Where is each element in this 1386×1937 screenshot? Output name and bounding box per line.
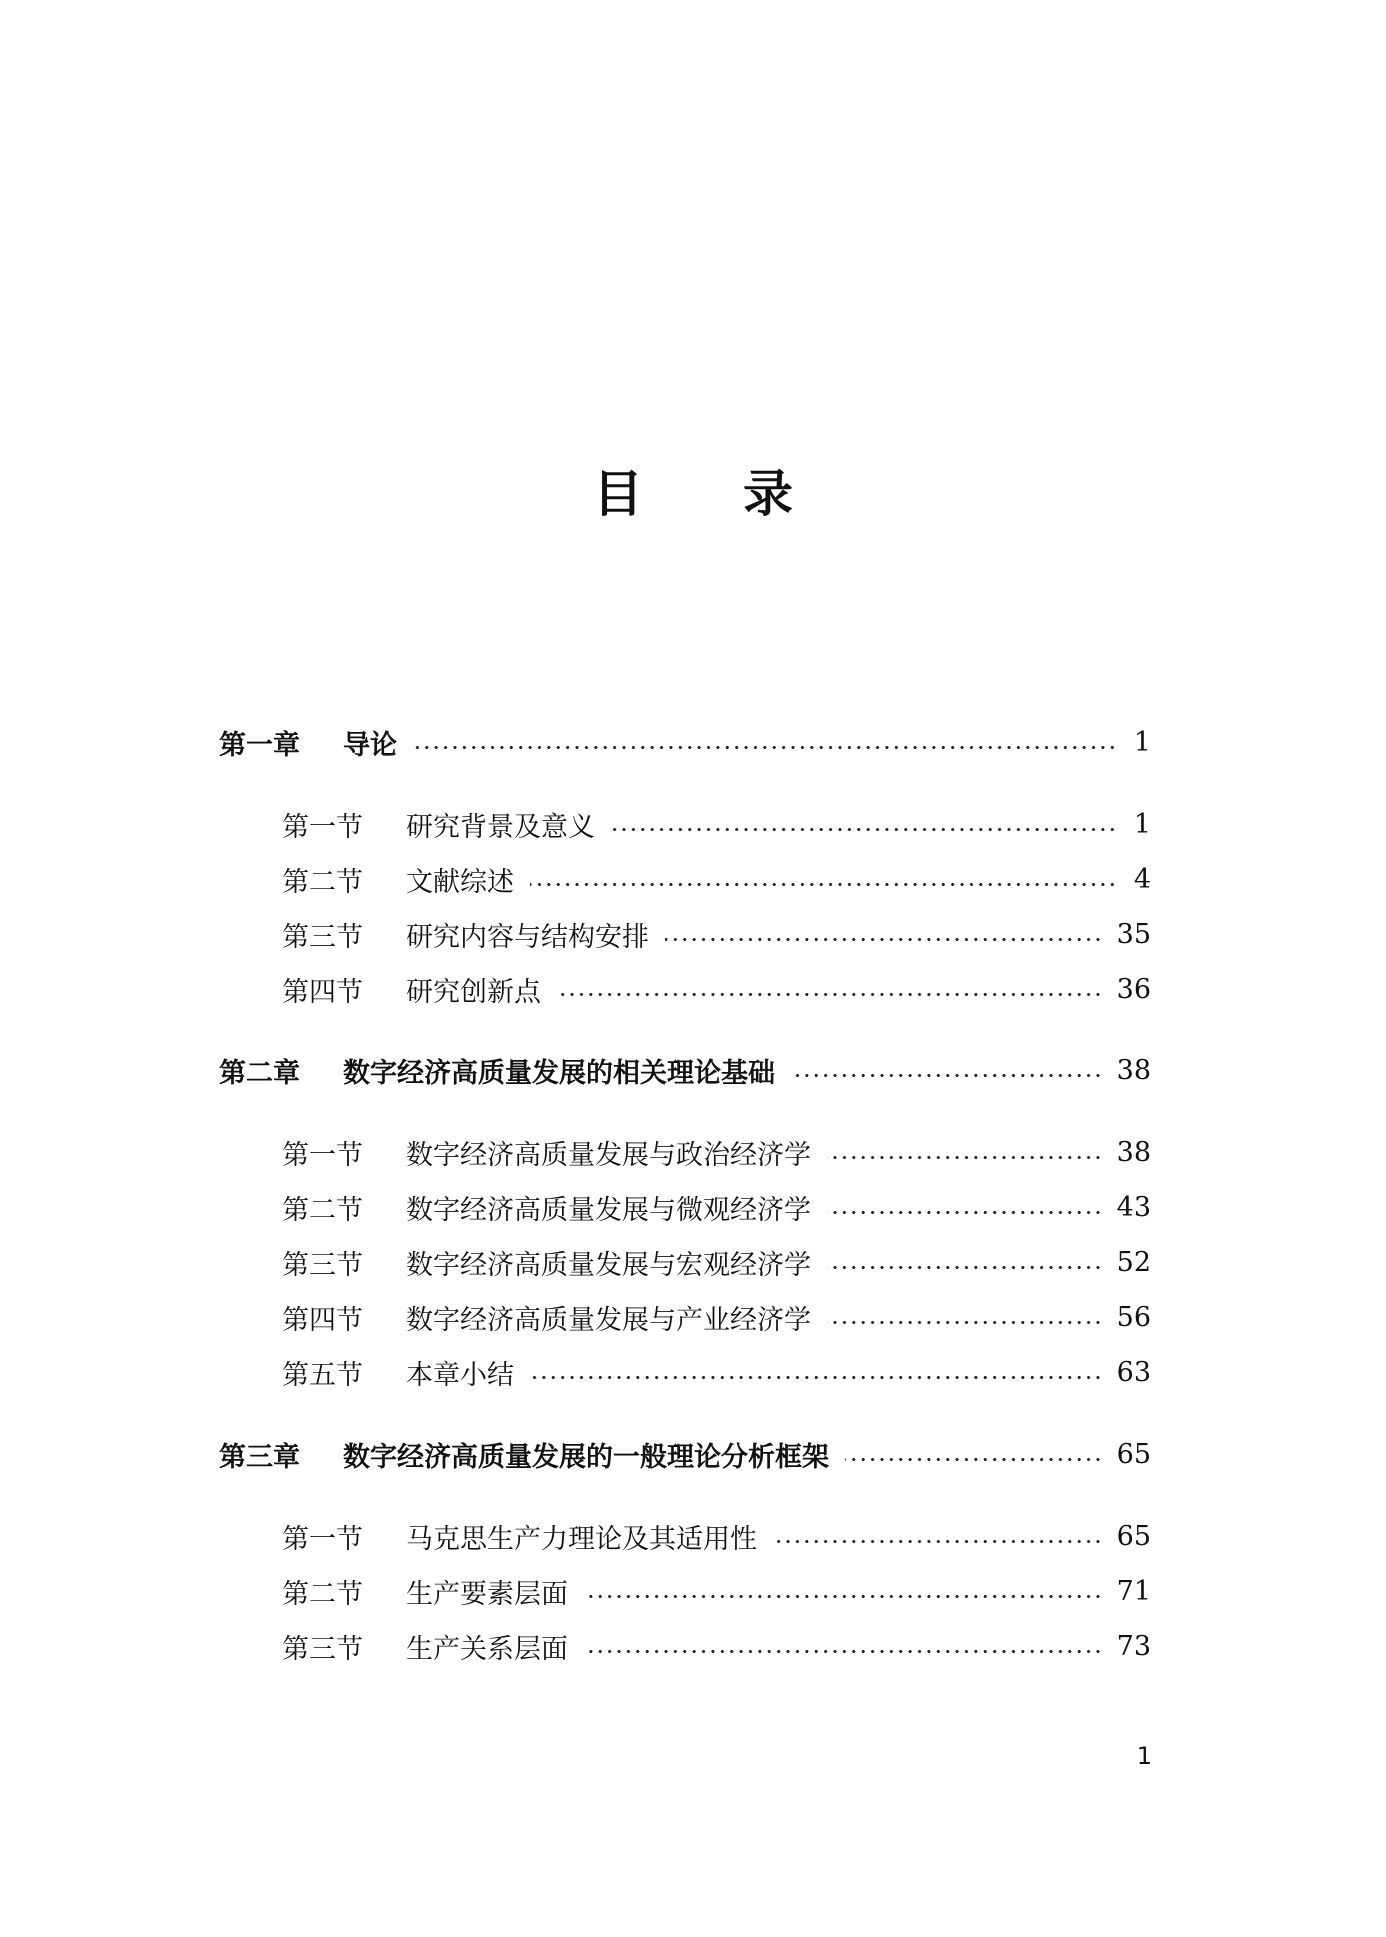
toc-entry-number: 第五节 <box>282 1359 363 1391</box>
page-number: 1 <box>1136 1742 1152 1770</box>
page-title-char-2: 录 <box>743 465 793 523</box>
toc-entry-page: 4 <box>1133 863 1151 895</box>
toc-section-2-2[interactable] <box>282 1187 1151 1227</box>
toc-entry-title: 数字经济高质量发展与微观经济学 <box>406 1194 811 1226</box>
toc-entry-page: 71 <box>1116 1575 1151 1607</box>
toc-entry-number: 第二章 <box>219 1057 300 1089</box>
toc-dot-leader <box>665 937 1103 942</box>
toc-entry-title: 数字经济高质量发展的相关理论基础 <box>343 1057 775 1089</box>
toc-entry-number: 第二节 <box>282 866 363 898</box>
toc-entry-number: 第三节 <box>282 1633 363 1665</box>
toc-entry-title: 数字经济高质量发展与宏观经济学 <box>406 1249 811 1281</box>
toc-entry-number: 第二节 <box>282 1194 363 1226</box>
toc-entry-title: 数字经济高质量发展与政治经济学 <box>406 1139 811 1171</box>
page-title <box>0 450 1386 530</box>
toc-section-1-3[interactable] <box>282 914 1151 954</box>
toc-section-1-4[interactable] <box>282 969 1151 1009</box>
toc-entry-page: 52 <box>1116 1246 1151 1278</box>
toc-section-3-3[interactable] <box>282 1626 1151 1666</box>
toc-section-3-2[interactable] <box>282 1571 1151 1611</box>
toc-entry-number: 第四节 <box>282 1304 363 1336</box>
page-title-char-1: 目 <box>593 465 643 523</box>
toc-entry-title: 生产关系层面 <box>406 1633 568 1665</box>
toc-entry-page: 65 <box>1116 1520 1151 1552</box>
toc-section-3-1[interactable] <box>282 1516 1151 1556</box>
toc-entry-number: 第二节 <box>282 1578 363 1610</box>
toc-entry-number: 第三节 <box>282 921 363 953</box>
toc-entry-title: 研究内容与结构安排 <box>406 921 649 953</box>
toc-section-2-4[interactable] <box>282 1297 1151 1337</box>
toc-entry-page: 56 <box>1116 1301 1151 1333</box>
toc-dot-leader <box>827 1155 1103 1160</box>
toc-entry-number: 第四节 <box>282 976 363 1008</box>
toc-dot-leader <box>845 1457 1103 1462</box>
toc-entry-page: 35 <box>1116 918 1151 950</box>
toc-entry-number: 第一章 <box>219 729 300 761</box>
toc-entry-page: 1 <box>1133 726 1151 758</box>
toc-entry-page: 1 <box>1133 808 1151 840</box>
toc-entry-title: 导论 <box>343 729 397 761</box>
toc-entry-title: 马克思生产力理论及其适用性 <box>406 1523 757 1555</box>
toc-dot-leader <box>413 745 1117 750</box>
toc-dot-leader <box>611 827 1117 832</box>
toc-entry-title: 数字经济高质量发展与产业经济学 <box>406 1304 811 1336</box>
toc-chapter-3[interactable] <box>219 1434 1151 1474</box>
toc-entry-page: 36 <box>1116 973 1151 1005</box>
toc-entry-number: 第一节 <box>282 811 363 843</box>
toc-chapter-2[interactable] <box>219 1050 1151 1090</box>
toc-entry-title: 研究创新点 <box>406 976 541 1008</box>
toc-entry-title: 数字经济高质量发展的一般理论分析框架 <box>343 1441 829 1473</box>
toc-chapter-1[interactable] <box>219 722 1151 762</box>
toc-entry-title: 生产要素层面 <box>406 1578 568 1610</box>
toc-section-1-2[interactable] <box>282 859 1151 899</box>
toc-entry-title: 本章小结 <box>406 1359 514 1391</box>
toc-entry-number: 第一节 <box>282 1523 363 1555</box>
toc-entry-number: 第三章 <box>219 1441 300 1473</box>
toc-entry-number: 第三节 <box>282 1249 363 1281</box>
toc-entry-number: 第一节 <box>282 1139 363 1171</box>
toc-dot-leader <box>584 1594 1103 1599</box>
toc-section-2-3[interactable] <box>282 1242 1151 1282</box>
toc-entry-page: 43 <box>1116 1191 1151 1223</box>
toc-entry-page: 63 <box>1116 1356 1151 1388</box>
toc-dot-leader <box>827 1210 1103 1215</box>
toc-entry-page: 38 <box>1116 1136 1151 1168</box>
toc-section-2-1[interactable] <box>282 1132 1151 1172</box>
toc-dot-leader <box>557 992 1103 997</box>
toc-section-1-1[interactable] <box>282 804 1151 844</box>
toc-dot-leader <box>530 1375 1103 1380</box>
toc-entry-page: 65 <box>1116 1438 1151 1470</box>
toc-section-2-5[interactable] <box>282 1352 1151 1392</box>
toc-entry-page: 73 <box>1116 1630 1151 1662</box>
toc-dot-leader <box>827 1265 1103 1270</box>
toc-dot-leader <box>773 1539 1103 1544</box>
toc-dot-leader <box>827 1320 1103 1325</box>
toc-dot-leader <box>791 1073 1103 1078</box>
toc-entry-title: 文献综述 <box>406 866 514 898</box>
toc-dot-leader <box>584 1649 1103 1654</box>
toc-dot-leader <box>530 882 1117 887</box>
toc-entry-title: 研究背景及意义 <box>406 811 595 843</box>
toc-entry-page: 38 <box>1116 1054 1151 1086</box>
